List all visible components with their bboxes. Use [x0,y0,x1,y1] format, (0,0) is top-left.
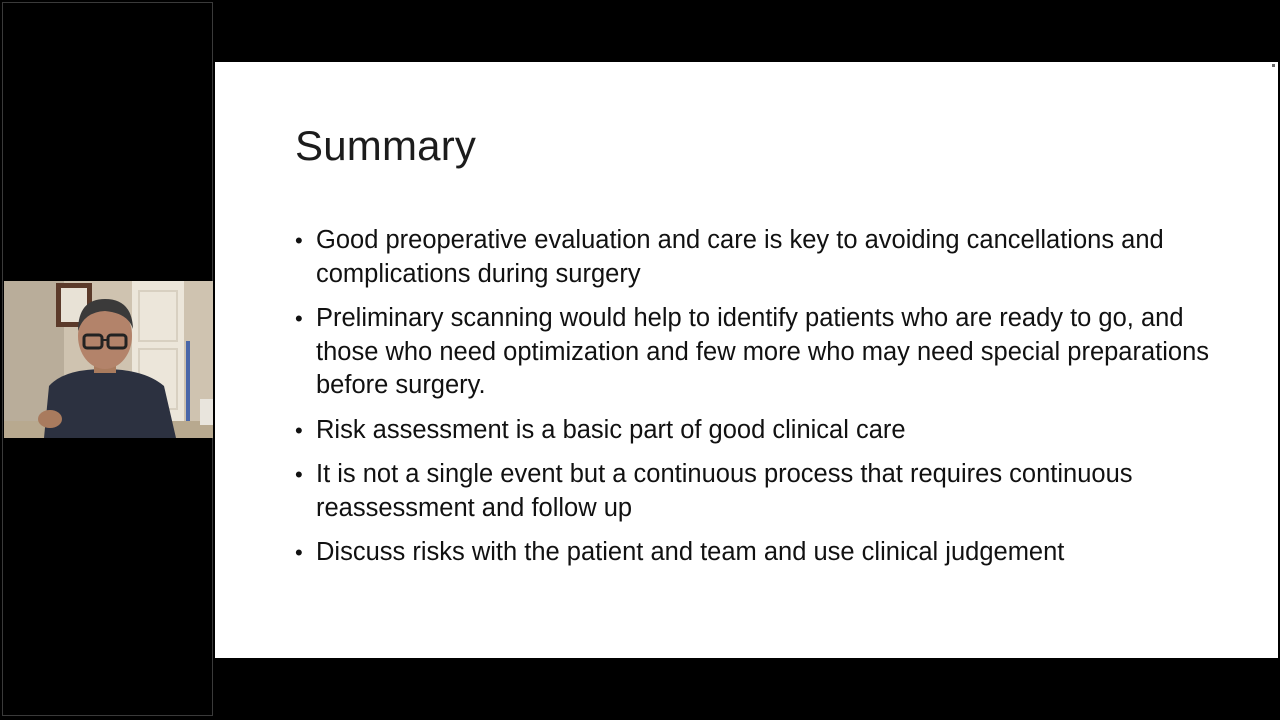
slide-title: Summary [295,122,477,169]
bullet-dot-icon: • [295,417,303,443]
speaker-video-feed[interactable] [4,281,213,438]
bullet-dot-icon: • [295,228,303,253]
bullet-dot-icon: • [295,306,303,331]
bullet-dot-icon: • [295,540,303,565]
slide-corner-mark [1272,64,1275,67]
bullet-text: Discuss risks with the patient and team and use clinical judgement [316,538,1065,566]
presentation-slide [215,62,1278,658]
bullet-text: Preliminary scanning would help to identify patients who are ready to go, and those who need optimization and few more who may need special preparations before surgery. [316,304,1210,399]
speaker-video-image [4,281,213,438]
bullet-item [295,458,1215,525]
bullet-list [295,224,1215,581]
bullet-item [295,302,1215,403]
bullet-text: It is not a single event but a continuous process that requires continuous reassessment and follow up [316,460,1133,522]
bullet-item [295,414,1215,448]
bullet-item [295,536,1215,570]
bullet-dot-icon: • [295,462,303,487]
bullet-item [295,224,1215,291]
bullet-text: Good preoperative evaluation and care is key to avoiding cancellations and complications during surgery [316,226,1164,288]
bullet-text: Risk assessment is a basic part of good clinical care [316,415,906,444]
